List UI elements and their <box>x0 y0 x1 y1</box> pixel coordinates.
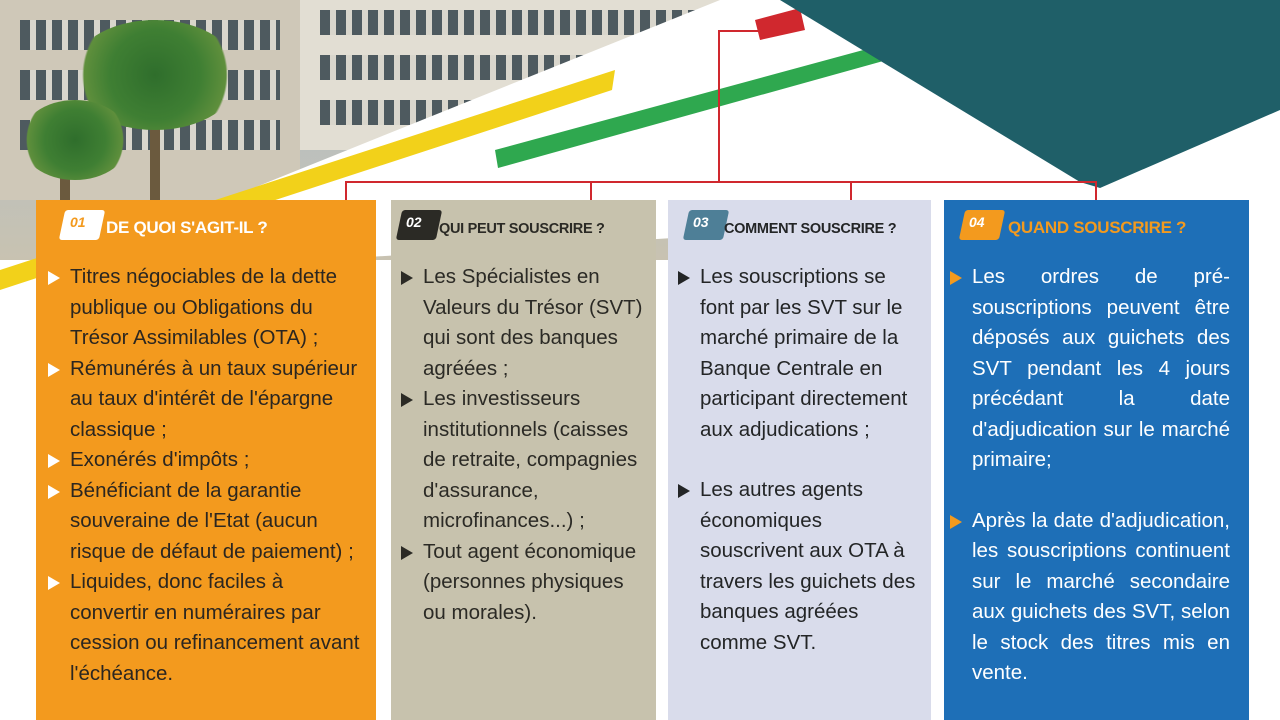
list-item: Après la date d'adjudication, les souscriptions continuent sur le marché secondaire aux guichets des SVT, selon le stock des titres mis en vente. <box>950 506 1230 689</box>
list-item: Tout agent économique (personnes physiques ou morales). <box>401 537 646 629</box>
card-number: 02 <box>406 214 422 230</box>
item-list <box>950 262 1230 689</box>
card-when-to-subscribe <box>944 200 1249 720</box>
card-number: 04 <box>969 214 985 230</box>
triangle-bullet-icon <box>48 485 60 499</box>
triangle-bullet-icon <box>678 484 690 498</box>
card-what-is-it <box>36 200 376 720</box>
connector-horizontal <box>345 181 1097 183</box>
list-item: Les souscriptions se font par les SVT sur le marché primaire de la Banque Centrale en participant directement aux adjudications ; <box>678 262 921 445</box>
list-item: Les autres agents économiques souscrivent aux OTA à travers les guichets des banques agréées comme SVT. <box>678 475 921 658</box>
triangle-bullet-icon <box>48 454 60 468</box>
connector-vertical-top <box>718 30 720 182</box>
triangle-bullet-icon <box>48 363 60 377</box>
card-title: COMMENT SOUSCRIRE ? <box>724 221 897 237</box>
triangle-bullet-icon <box>678 271 690 285</box>
card-header <box>668 200 931 258</box>
list-item: Rémunérés à un taux supérieur au taux d'intérêt de l'épargne classique ; <box>48 354 366 446</box>
list-item: Exonérés d'impôts ; <box>48 445 366 476</box>
connector-horizontal-top <box>718 30 778 32</box>
item-list <box>48 262 366 689</box>
list-item: Les investisseurs institutionnels (caisses de retraite, compagnies d'assurance, microfinances...) ; <box>401 384 646 537</box>
card-title: DE QUOI S'AGIT-IL ? <box>106 218 268 237</box>
list-item: Liquides, donc faciles à convertir en numéraires par cession ou refinancement avant l'échéance. <box>48 567 366 689</box>
connector-drop-3 <box>850 181 852 201</box>
list-item: Bénéficiant de la garantie souveraine de l'Etat (aucun risque de défaut de paiement) ; <box>48 476 366 568</box>
item-list <box>678 262 921 658</box>
connector-drop-1 <box>345 181 347 201</box>
card-header <box>391 200 656 258</box>
card-title: QUAND SOUSCRIRE ? <box>1008 218 1187 237</box>
card-number: 03 <box>693 214 709 230</box>
connector-drop-4 <box>1095 181 1097 201</box>
triangle-bullet-icon <box>401 271 413 285</box>
card-header <box>944 200 1249 258</box>
card-header <box>36 200 376 258</box>
list-item: Les Spécialistes en Valeurs du Trésor (SVT) qui sont des banques agréées ; <box>401 262 646 384</box>
triangle-bullet-icon <box>401 393 413 407</box>
triangle-bullet-icon <box>401 546 413 560</box>
card-number: 01 <box>70 214 86 230</box>
triangle-bullet-icon <box>950 515 962 529</box>
triangle-bullet-icon <box>48 271 60 285</box>
item-list <box>401 262 646 628</box>
list-item: Titres négociables de la dette publique ou Obligations du Trésor Assimilables (OTA) ; <box>48 262 366 354</box>
triangle-bullet-icon <box>950 271 962 285</box>
triangle-bullet-icon <box>48 576 60 590</box>
card-who-can-subscribe <box>391 200 656 720</box>
list-item: Les ordres de pré-souscriptions peuvent être déposés aux guichets des SVT pendant les 4 jours précédant la date d'adjudication sur le marché primaire; <box>950 262 1230 476</box>
card-how-to-subscribe <box>668 200 931 720</box>
card-title: QUI PEUT SOUSCRIRE ? <box>439 221 605 237</box>
connector-drop-2 <box>590 181 592 201</box>
